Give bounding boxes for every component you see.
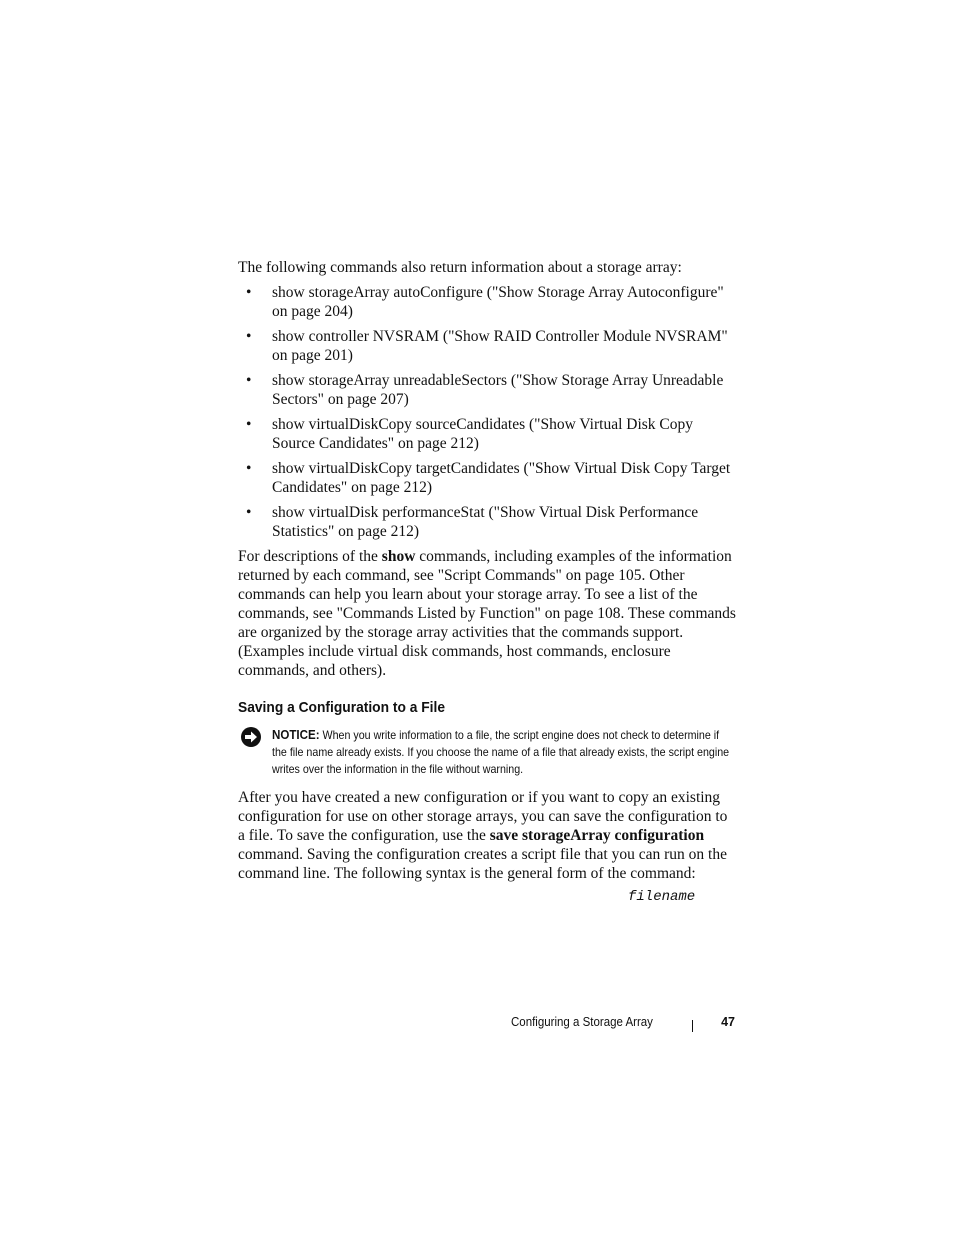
- notice-label: NOTICE:: [272, 727, 320, 742]
- descriptions-paragraph: For descriptions of the show commands, including examples of the information returned by each command, see "Script Commands" on page 105. Other commands can help you learn about your storage array. To see a list of the commands, see "Commands Listed by Function" on page 108. These commands are organized by the storage array activities that the commands support. (Examples include virtual disk commands, host commands, enclosure commands, and others).: [238, 548, 736, 679]
- list-item: [238, 415, 738, 453]
- bullet-icon: •: [246, 504, 252, 521]
- list-item-text: show controller NVSRAM ("Show RAID Controller Module NVSRAM" on page 201): [272, 328, 728, 364]
- list-item-text: show virtualDiskCopy targetCandidates ("Show Virtual Disk Copy Target Candidates" on page 212): [272, 460, 731, 496]
- page-content: [238, 258, 738, 905]
- list-item: [238, 371, 738, 409]
- show-keyword: show: [381, 548, 416, 565]
- footer-separator: [692, 1020, 693, 1032]
- command-list: [238, 283, 738, 541]
- page-number: 47: [721, 1015, 735, 1029]
- intro-paragraph: The following commands also return information about a storage array:: [238, 259, 682, 276]
- bullet-icon: •: [246, 284, 252, 301]
- footer-title: Configuring a Storage Array: [511, 1015, 653, 1029]
- bullet-icon: •: [246, 328, 252, 345]
- list-item: [238, 283, 738, 321]
- page-footer: [511, 1015, 735, 1035]
- save-command-keyword: save storageArray configuration: [489, 827, 705, 844]
- bullet-icon: •: [246, 416, 252, 433]
- command-syntax: filename: [628, 889, 696, 905]
- list-item: [238, 327, 738, 365]
- section-heading: Saving a Configuration to a File: [238, 699, 446, 716]
- notice-text: NOTICE: When you write information to a file, the script engine does not check to determine if the file name already exists. If you choose the name of a file that already exists, the script engine writes over the information in the file without warning.: [272, 727, 730, 776]
- list-item: [238, 459, 738, 497]
- list-item: [238, 503, 738, 541]
- bullet-icon: •: [246, 372, 252, 389]
- bullet-icon: •: [246, 460, 252, 477]
- list-item-text: show virtualDiskCopy sourceCandidates ("Show Virtual Disk Copy Source Candidates" on page 212): [272, 416, 693, 452]
- save-paragraph: After you have created a new configuration or if you want to copy an existing configuration for use on other storage arrays, you can save the configuration to a file. To save the configuration, use the save storageArray configuration command. Saving the configuration creates a script file that you can run on the command line. The following syntax is the general form of the command:: [238, 789, 728, 882]
- notice-box: [238, 726, 738, 778]
- list-item-text: show virtualDisk performanceStat ("Show Virtual Disk Performance Statistics" on page 212): [272, 504, 699, 540]
- notice-arrow-icon: [240, 726, 262, 748]
- list-item-text: show storageArray autoConfigure ("Show Storage Array Autoconfigure" on page 204): [272, 284, 724, 320]
- list-item-text: show storageArray unreadableSectors ("Show Storage Array Unreadable Sectors" on page 207): [272, 372, 724, 408]
